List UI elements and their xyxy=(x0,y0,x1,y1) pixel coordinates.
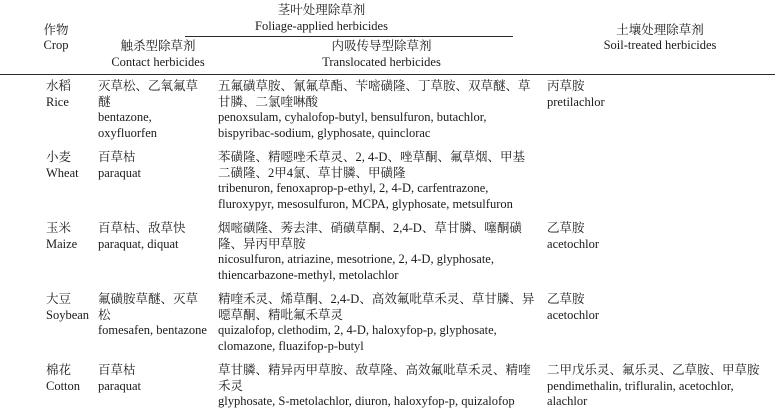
crop-name-zh: 水稻 xyxy=(46,79,72,93)
translocated-cell xyxy=(218,75,545,147)
contact-herbicides-zh: 百草枯、敌草快 xyxy=(98,221,186,235)
translocated-cell xyxy=(218,217,545,288)
translocated-cell xyxy=(218,146,545,217)
table-row-wheat xyxy=(0,146,775,217)
soil-herbicides-zh xyxy=(547,150,771,166)
soil-cell xyxy=(545,217,775,288)
crop-cell xyxy=(0,217,98,288)
crop-cell xyxy=(0,288,98,359)
contact-herbicides-en: paraquat, diquat xyxy=(98,236,179,251)
contact-herbicides-zh: 百草枯 xyxy=(98,363,136,377)
column-header-crop-zh: 作物 xyxy=(43,22,69,37)
contact-cell xyxy=(98,217,218,288)
translocated-herbicides-zh: 精喹禾灵、烯草酮、2,4-D、高效氟吡草禾灵、草甘膦、异噁草酮、精吡氟禾草灵 xyxy=(218,292,535,322)
column-header-contact-zh: 触杀型除草剂 xyxy=(120,39,196,53)
column-header-foliage xyxy=(98,2,545,37)
crop-name-en: Maize xyxy=(46,236,78,251)
contact-cell xyxy=(98,75,218,147)
soil-herbicides-en: acetochlor xyxy=(547,307,600,322)
translocated-herbicides-zh: 五氟磺草胺、氰氟草酯、苄嘧磺隆、丁草胺、双草醚、草甘膦、二氯喹啉酸 xyxy=(218,79,531,109)
column-header-translocated-en: Translocated herbicides xyxy=(322,54,441,69)
column-header-soil xyxy=(545,2,775,75)
column-header-foliage-en: Foliage-applied herbicides xyxy=(255,18,388,33)
contact-cell xyxy=(98,359,218,411)
crop-name-zh: 棉花 xyxy=(46,363,72,377)
soil-herbicides-en: pendimethalin, trifluralin, acetochlor, alachlor xyxy=(547,378,734,408)
soil-herbicides-zh: 乙草胺 xyxy=(547,292,585,306)
contact-cell xyxy=(98,288,218,359)
crop-name-en: Wheat xyxy=(46,165,79,180)
translocated-herbicides-en: tribenuron, fenoxaprop-p-ethyl, 2, 4-D, carfentrazone, fluroxypyr, mesosulfuron, MCPA, glyphosate, metsulfuron xyxy=(218,181,513,211)
column-header-translocated xyxy=(218,37,545,75)
soil-cell xyxy=(545,146,775,217)
table-row-cotton xyxy=(0,359,775,411)
header-top-row xyxy=(0,2,775,37)
crop-name-en: Rice xyxy=(46,94,69,109)
translocated-cell xyxy=(218,288,545,359)
table-header xyxy=(0,2,775,75)
soil-herbicides-zh: 乙草胺 xyxy=(547,221,585,235)
soil-herbicides-en xyxy=(547,166,771,182)
column-header-soil-zh: 土壤处理除草剂 xyxy=(616,22,704,37)
contact-herbicides-en: paraquat xyxy=(98,165,142,180)
soil-herbicides-en: acetochlor xyxy=(547,236,600,251)
contact-herbicides-en: fomesafen, bentazone xyxy=(98,323,207,337)
translocated-herbicides-zh: 草甘膦、精异丙甲草胺、敌草隆、高效氟吡草禾灵、精喹禾灵 xyxy=(218,363,531,393)
crop-name-zh: 玉米 xyxy=(46,221,72,235)
crop-name-en: Soybean xyxy=(46,307,90,322)
table-row-soybean xyxy=(0,288,775,359)
contact-cell xyxy=(98,146,218,217)
column-header-soil-en: Soil-treated herbicides xyxy=(603,38,717,52)
crop-cell xyxy=(0,146,98,217)
column-header-crop-en: Crop xyxy=(43,38,69,52)
contact-herbicides-en: bentazone, oxyfluorfen xyxy=(98,110,158,140)
translocated-herbicides-en: penoxsulam, cyhalofop-butyl, bensulfuron, butachlor, bispyribac-sodium, glyphosate, quinclorac xyxy=(218,110,487,140)
soil-cell xyxy=(545,75,775,147)
translocated-herbicides-en: glyphosate, S-metolachlor, diuron, haloxyfop-p, quizalofop xyxy=(218,394,515,408)
soil-cell xyxy=(545,288,775,359)
soil-herbicides-zh: 二甲戊乐灵、氟乐灵、乙草胺、甲草胺 xyxy=(547,363,760,377)
column-header-foliage-zh: 茎叶处理除草剂 xyxy=(277,3,366,17)
translocated-herbicides-zh: 烟嘧磺隆、莠去津、硝磺草酮、2,4-D、草甘膦、噻酮磺隆、异丙甲草胺 xyxy=(218,221,522,251)
crop-name-zh: 大豆 xyxy=(46,292,72,306)
table-body xyxy=(0,75,775,411)
column-header-contact-en: Contact herbicides xyxy=(111,54,205,69)
herbicide-table xyxy=(0,2,775,411)
crop-name-zh: 小麦 xyxy=(46,150,72,164)
column-header-contact xyxy=(98,37,218,75)
crop-cell xyxy=(0,75,98,147)
column-header-crop xyxy=(0,2,98,75)
soil-cell xyxy=(545,359,775,411)
contact-herbicides-en: paraquat xyxy=(98,378,142,393)
soil-herbicides-zh: 丙草胺 xyxy=(547,79,585,93)
crop-name-en: Cotton xyxy=(46,378,81,393)
contact-herbicides-zh: 百草枯 xyxy=(98,150,136,164)
translocated-herbicides-en: quizalofop, clethodim, 2, 4-D, haloxyfop-p, glyphosate, clomazone, fluazifop-p-butyl xyxy=(218,323,497,353)
translocated-cell xyxy=(218,359,545,411)
contact-herbicides-zh: 氟磺胺草醚、灭草松 xyxy=(98,292,199,322)
crop-cell xyxy=(0,359,98,411)
translocated-herbicides-en: nicosulfuron, atriazine, mesotrione, 2, 4-D, glyphosate, thiencarbazone-methyl, metolachlor xyxy=(218,252,494,282)
table-row-maize xyxy=(0,217,775,288)
contact-herbicides-zh: 灭草松、乙氧氟草醚 xyxy=(98,79,199,109)
translocated-herbicides-zh: 苯磺隆、精噁唑禾草灵、2, 4-D、唑草酮、氟草烟、甲基二磺隆、2甲4氯、草甘膦、甲磺隆 xyxy=(218,150,525,180)
soil-herbicides-en: pretilachlor xyxy=(547,94,605,109)
column-header-translocated-zh: 内吸传导型除草剂 xyxy=(331,39,432,53)
table-row-rice xyxy=(0,75,775,147)
